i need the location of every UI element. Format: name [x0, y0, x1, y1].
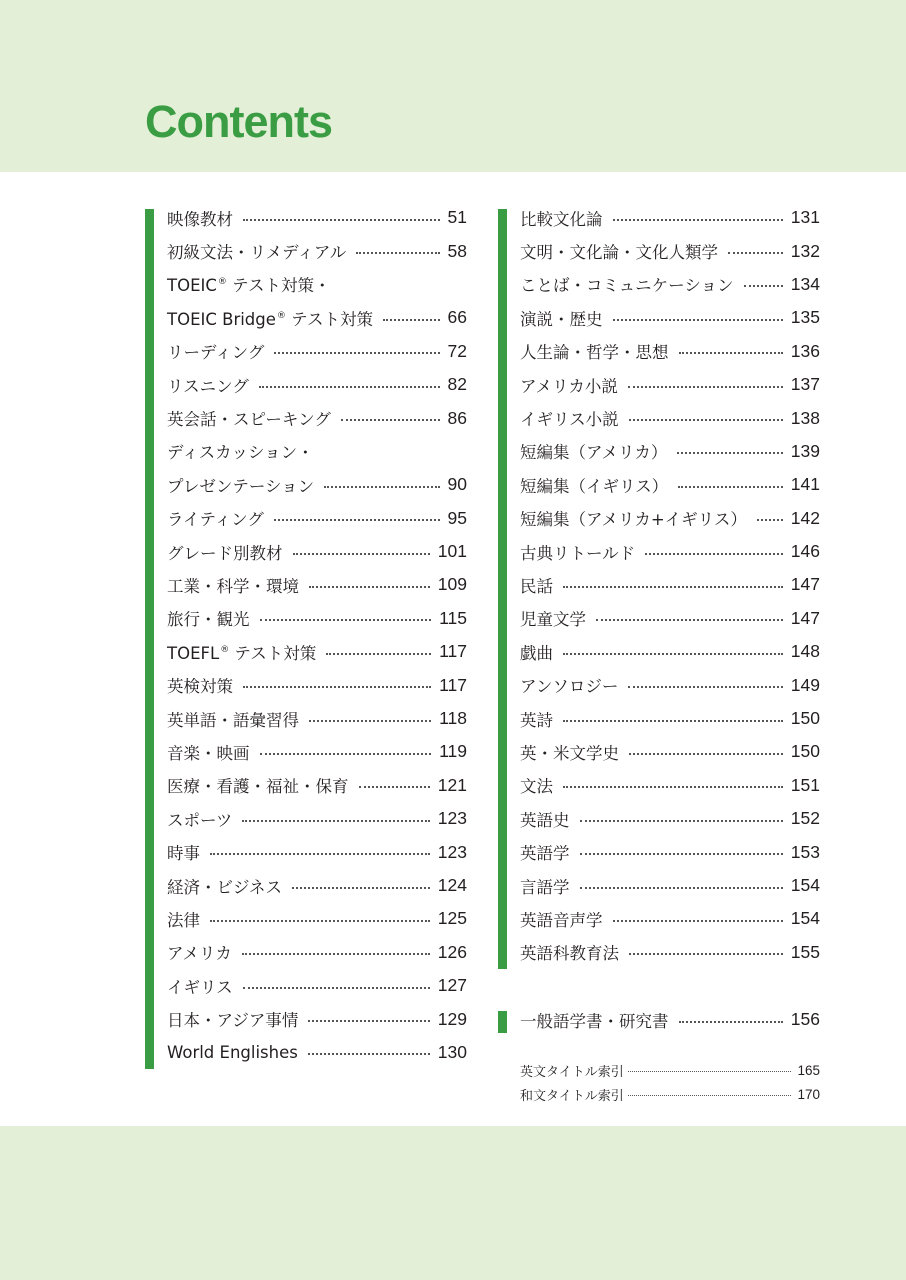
toc-entry-page: 147	[790, 607, 820, 628]
toc-entry-label: 英・米文学史	[520, 743, 619, 763]
leader-dots	[260, 753, 432, 755]
toc-entry[interactable]	[520, 268, 820, 301]
toc-entry-label: World Englishes	[167, 1042, 298, 1062]
leader-dots	[677, 452, 782, 454]
toc-entry[interactable]	[167, 301, 467, 334]
leader-dots	[356, 252, 439, 254]
leader-dots	[629, 419, 783, 421]
toc-entry-page: 82	[447, 374, 467, 395]
leader-dots	[260, 619, 432, 621]
toc-entry-page: 153	[790, 841, 820, 862]
toc-entry-label: 言語学	[520, 877, 570, 897]
toc-entry-label: TOEIC® テスト対策・	[167, 276, 331, 296]
leader-dots	[563, 653, 783, 655]
registered-mark: ®	[220, 644, 230, 655]
toc-entry-label: 演説・歴史	[520, 309, 603, 329]
toc-entry[interactable]	[520, 568, 820, 601]
toc-entry-page: 148	[790, 641, 820, 662]
toc-entry-label: 英語学	[520, 844, 570, 864]
toc-entry[interactable]	[167, 468, 467, 501]
toc-entry-label: ディスカッション・	[167, 443, 314, 463]
toc-entry[interactable]	[167, 401, 467, 434]
toc-entry[interactable]	[520, 802, 820, 835]
leader-dots	[383, 319, 440, 321]
toc-entry-page: 123	[437, 841, 467, 862]
leader-dots	[309, 720, 431, 722]
toc-entry-page: 95	[447, 507, 467, 528]
leader-dots	[580, 853, 783, 855]
toc-entry-label: 人生論・哲学・思想	[520, 343, 669, 363]
toc-entry-page: 154	[790, 875, 820, 895]
toc-entry-page: 152	[790, 808, 820, 829]
toc-entry-label: アンソロジー	[520, 677, 619, 697]
toc-entry[interactable]	[167, 502, 467, 535]
toc-entry-page: 141	[790, 474, 820, 495]
leader-dots	[613, 920, 783, 922]
section-bar-right	[498, 209, 507, 969]
toc-entry[interactable]	[167, 602, 467, 635]
toc-left-list	[167, 201, 467, 1069]
toc-entry[interactable]	[520, 602, 820, 635]
toc-entry-page: 72	[447, 340, 467, 361]
toc-entry-label: TOEIC Bridge® テスト対策	[167, 309, 374, 329]
leader-dots	[292, 887, 430, 889]
leader-dots	[326, 653, 431, 655]
leader-dots	[259, 386, 440, 388]
toc-entry-page: 150	[790, 708, 820, 729]
toc-entry-label: 英語音声学	[520, 910, 603, 930]
toc-entry-label: 一般語学書・研究書	[520, 1011, 669, 1031]
toc-entry-page: 142	[790, 507, 820, 528]
toc-entry[interactable]	[167, 335, 467, 368]
toc-entry[interactable]	[520, 702, 820, 735]
toc-entry-page: 155	[790, 941, 820, 962]
toc-entry-page: 90	[447, 474, 467, 495]
toc-entry-page: 117	[439, 641, 467, 662]
leader-dots	[243, 686, 431, 688]
toc-entry[interactable]	[520, 335, 820, 368]
toc-entry-label: アメリカ小説	[520, 376, 618, 396]
toc-entry[interactable]	[520, 468, 820, 501]
toc-entry-label: ライティング	[167, 510, 264, 530]
toc-entry-label: 短編集（アメリカ+イギリス）	[520, 510, 747, 530]
leader-dots	[324, 486, 439, 488]
leader-dots	[613, 219, 783, 221]
toc-entry[interactable]	[520, 668, 820, 701]
leader-dots	[728, 252, 783, 254]
toc-entry-page: 130	[437, 1041, 467, 1062]
toc-entry-page: 136	[790, 340, 820, 361]
leader-dots	[757, 519, 783, 521]
toc-entry-page: 170	[797, 1086, 820, 1102]
toc-entry-page: 132	[790, 240, 820, 261]
toc-entry[interactable]	[167, 769, 467, 802]
toc-entry[interactable]	[520, 234, 820, 267]
toc-entry-label: 文法	[520, 777, 553, 797]
toc-entry-page: 131	[790, 207, 820, 228]
toc-entry-page: 121	[437, 774, 467, 795]
toc-entry-page: 127	[437, 975, 467, 996]
toc-entry-page: 149	[790, 674, 820, 695]
toc-entry-label: 医療・看護・福祉・保育	[167, 777, 349, 797]
toc-entry[interactable]	[520, 301, 820, 334]
toc-entry-page: 66	[447, 307, 467, 328]
toc-entry[interactable]	[520, 368, 820, 401]
registered-mark: ®	[217, 277, 227, 288]
leader-dots	[243, 987, 430, 989]
toc-entry-label: 音楽・映画	[167, 743, 250, 763]
toc-entry[interactable]	[167, 735, 467, 768]
toc-entry-page: 118	[439, 708, 467, 729]
leader-dots	[628, 386, 783, 388]
toc-entry-label: 英文タイトル索引	[520, 1064, 624, 1080]
toc-entry[interactable]	[167, 902, 467, 935]
toc-entry[interactable]	[167, 1002, 467, 1035]
page-title: Contents	[145, 96, 332, 147]
leader-dots	[645, 553, 783, 555]
toc-entry[interactable]	[520, 902, 820, 935]
section-bar-left	[145, 209, 154, 1069]
toc-entry-label: 英語科教育法	[520, 944, 619, 964]
toc-entry	[167, 268, 467, 301]
leader-dots	[744, 285, 783, 287]
toc-entry[interactable]	[520, 435, 820, 468]
toc-entry-page: 138	[790, 407, 820, 428]
toc-entry-label: 英単語・語彙習得	[167, 710, 299, 730]
leader-dots	[679, 352, 783, 354]
toc-entry[interactable]	[167, 802, 467, 835]
toc-entry-page: 117	[439, 674, 467, 695]
toc-entry-label: TOEFL® テスト対策	[167, 643, 317, 663]
toc-entry-page: 101	[437, 541, 467, 562]
leader-dots	[629, 953, 783, 955]
toc-entry-page: 124	[437, 875, 467, 895]
toc-entry[interactable]	[520, 1003, 820, 1036]
toc-entry-label: 英会話・スピーキング	[167, 410, 331, 430]
toc-entry[interactable]	[520, 1082, 820, 1106]
toc-entry-label: 法律	[167, 910, 200, 930]
leader-dots	[628, 1095, 792, 1096]
toc-entry-page: 86	[447, 407, 467, 428]
toc-entry-page: 146	[790, 541, 820, 562]
toc-entry-label: ことば・コミュニケーション	[520, 276, 734, 296]
toc-entry[interactable]	[167, 1036, 467, 1069]
registered-mark: ®	[276, 310, 286, 321]
leader-dots	[563, 720, 783, 722]
toc-entry-label: 英語史	[520, 810, 570, 830]
toc-entry-label: リーディング	[167, 343, 265, 363]
leader-dots	[309, 586, 430, 588]
toc-entry-page: 126	[437, 941, 467, 962]
leader-dots	[359, 786, 430, 788]
toc-entry-label: アメリカ	[167, 944, 232, 964]
toc-entry	[167, 435, 467, 468]
toc-entry[interactable]	[520, 635, 820, 668]
leader-dots	[580, 887, 783, 889]
toc-entry[interactable]	[167, 535, 467, 568]
toc-entry-page: 115	[439, 607, 467, 628]
toc-entry-label: 戯曲	[520, 643, 553, 663]
toc-entry-label: 日本・アジア事情	[167, 1011, 299, 1031]
toc-entry-label: 経済・ビジネス	[167, 877, 283, 897]
leader-dots	[210, 920, 430, 922]
footer-band	[0, 1126, 906, 1280]
toc-entry[interactable]	[167, 568, 467, 601]
toc-entry-label: 初級文法・リメディアル	[167, 243, 347, 263]
toc-entry-page: 150	[790, 741, 820, 762]
leader-dots	[580, 820, 783, 822]
leader-dots	[243, 219, 440, 221]
toc-entry[interactable]	[167, 869, 467, 902]
toc-entry-page: 123	[437, 808, 467, 829]
section-bar-standalone	[498, 1011, 507, 1033]
toc-entry[interactable]	[520, 535, 820, 568]
toc-entry-label: リスニング	[167, 376, 249, 396]
toc-entry-label: スポーツ	[167, 810, 233, 830]
toc-right-list	[520, 201, 820, 969]
toc-entry-label: 民話	[520, 576, 553, 596]
toc-entry-label: 古典リトールド	[520, 543, 636, 563]
toc-entry[interactable]	[520, 201, 820, 234]
toc-entry-label: 工業・科学・環境	[167, 576, 299, 596]
leader-dots	[678, 486, 783, 488]
leader-dots	[628, 686, 782, 688]
leader-dots	[293, 553, 430, 555]
toc-entry[interactable]	[520, 735, 820, 768]
toc-entry-label: 英検対策	[167, 677, 233, 697]
toc-entry-label: 英詩	[520, 710, 553, 730]
toc-entry-page: 58	[447, 240, 467, 261]
header-band	[0, 0, 906, 172]
toc-entry[interactable]	[167, 635, 467, 668]
toc-entry[interactable]	[167, 234, 467, 267]
toc-entry[interactable]	[520, 869, 820, 902]
toc-entry-page: 125	[437, 908, 467, 929]
toc-entry[interactable]	[167, 702, 467, 735]
leader-dots	[210, 853, 430, 855]
toc-entry-label: 時事	[167, 844, 200, 864]
leader-dots	[629, 753, 783, 755]
toc-entry-label: 短編集（アメリカ）	[520, 443, 668, 463]
toc-entry-label: 和文タイトル索引	[520, 1088, 624, 1104]
toc-entry[interactable]	[167, 936, 467, 969]
toc-entry-label: 映像教材	[167, 209, 233, 229]
leader-dots	[274, 352, 439, 354]
toc-entry-page: 129	[437, 1008, 467, 1029]
toc-entry-label: イギリス	[167, 977, 233, 997]
leader-dots	[308, 1020, 429, 1022]
toc-entry-label: 児童文学	[520, 610, 586, 630]
toc-entry[interactable]	[167, 969, 467, 1002]
toc-entry-page: 147	[790, 574, 820, 595]
leader-dots	[613, 319, 783, 321]
leader-dots	[308, 1053, 430, 1055]
toc-entry[interactable]	[520, 936, 820, 969]
toc-entry[interactable]	[167, 835, 467, 868]
toc-entry-label: プレゼンテーション	[167, 476, 315, 496]
toc-entry-page: 151	[790, 774, 820, 795]
toc-entry-label: 短編集（イギリス）	[520, 476, 669, 496]
toc-entry[interactable]	[167, 368, 467, 401]
toc-entry-label: 比較文化論	[520, 209, 603, 229]
toc-entry-page: 137	[790, 374, 820, 395]
title-index-list	[520, 1058, 820, 1106]
toc-entry-page: 134	[790, 273, 820, 294]
toc-entry[interactable]	[520, 835, 820, 868]
leader-dots	[563, 586, 783, 588]
leader-dots	[341, 419, 440, 421]
leader-dots	[242, 953, 430, 955]
toc-entry[interactable]	[167, 668, 467, 701]
toc-standalone-entry	[498, 1003, 820, 1036]
toc-entry[interactable]	[167, 201, 467, 234]
toc-entry[interactable]	[520, 769, 820, 802]
leader-dots	[596, 619, 783, 621]
leader-dots	[274, 519, 440, 521]
toc-entry-page: 165	[797, 1062, 820, 1078]
toc-entry-page: 139	[790, 440, 820, 461]
leader-dots	[242, 820, 429, 822]
toc-entry[interactable]	[520, 401, 820, 434]
leader-dots	[679, 1021, 783, 1023]
toc-entry-page: 109	[437, 574, 467, 595]
toc-entry[interactable]	[520, 1058, 820, 1082]
leader-dots	[563, 786, 783, 788]
toc-entry-page: 156	[790, 1009, 820, 1030]
toc-entry-page: 135	[790, 307, 820, 328]
toc-entry-page: 119	[439, 741, 467, 762]
toc-entry-label: 文明・文化論・文化人類学	[520, 243, 718, 263]
leader-dots	[628, 1071, 792, 1072]
toc-entry-label: グレード別教材	[167, 543, 283, 563]
toc-entry-page: 154	[790, 908, 820, 929]
toc-entry-label: 旅行・観光	[167, 610, 250, 630]
toc-entry-page: 51	[447, 207, 467, 228]
toc-entry-label: イギリス小説	[520, 410, 619, 430]
toc-entry[interactable]	[520, 502, 820, 535]
